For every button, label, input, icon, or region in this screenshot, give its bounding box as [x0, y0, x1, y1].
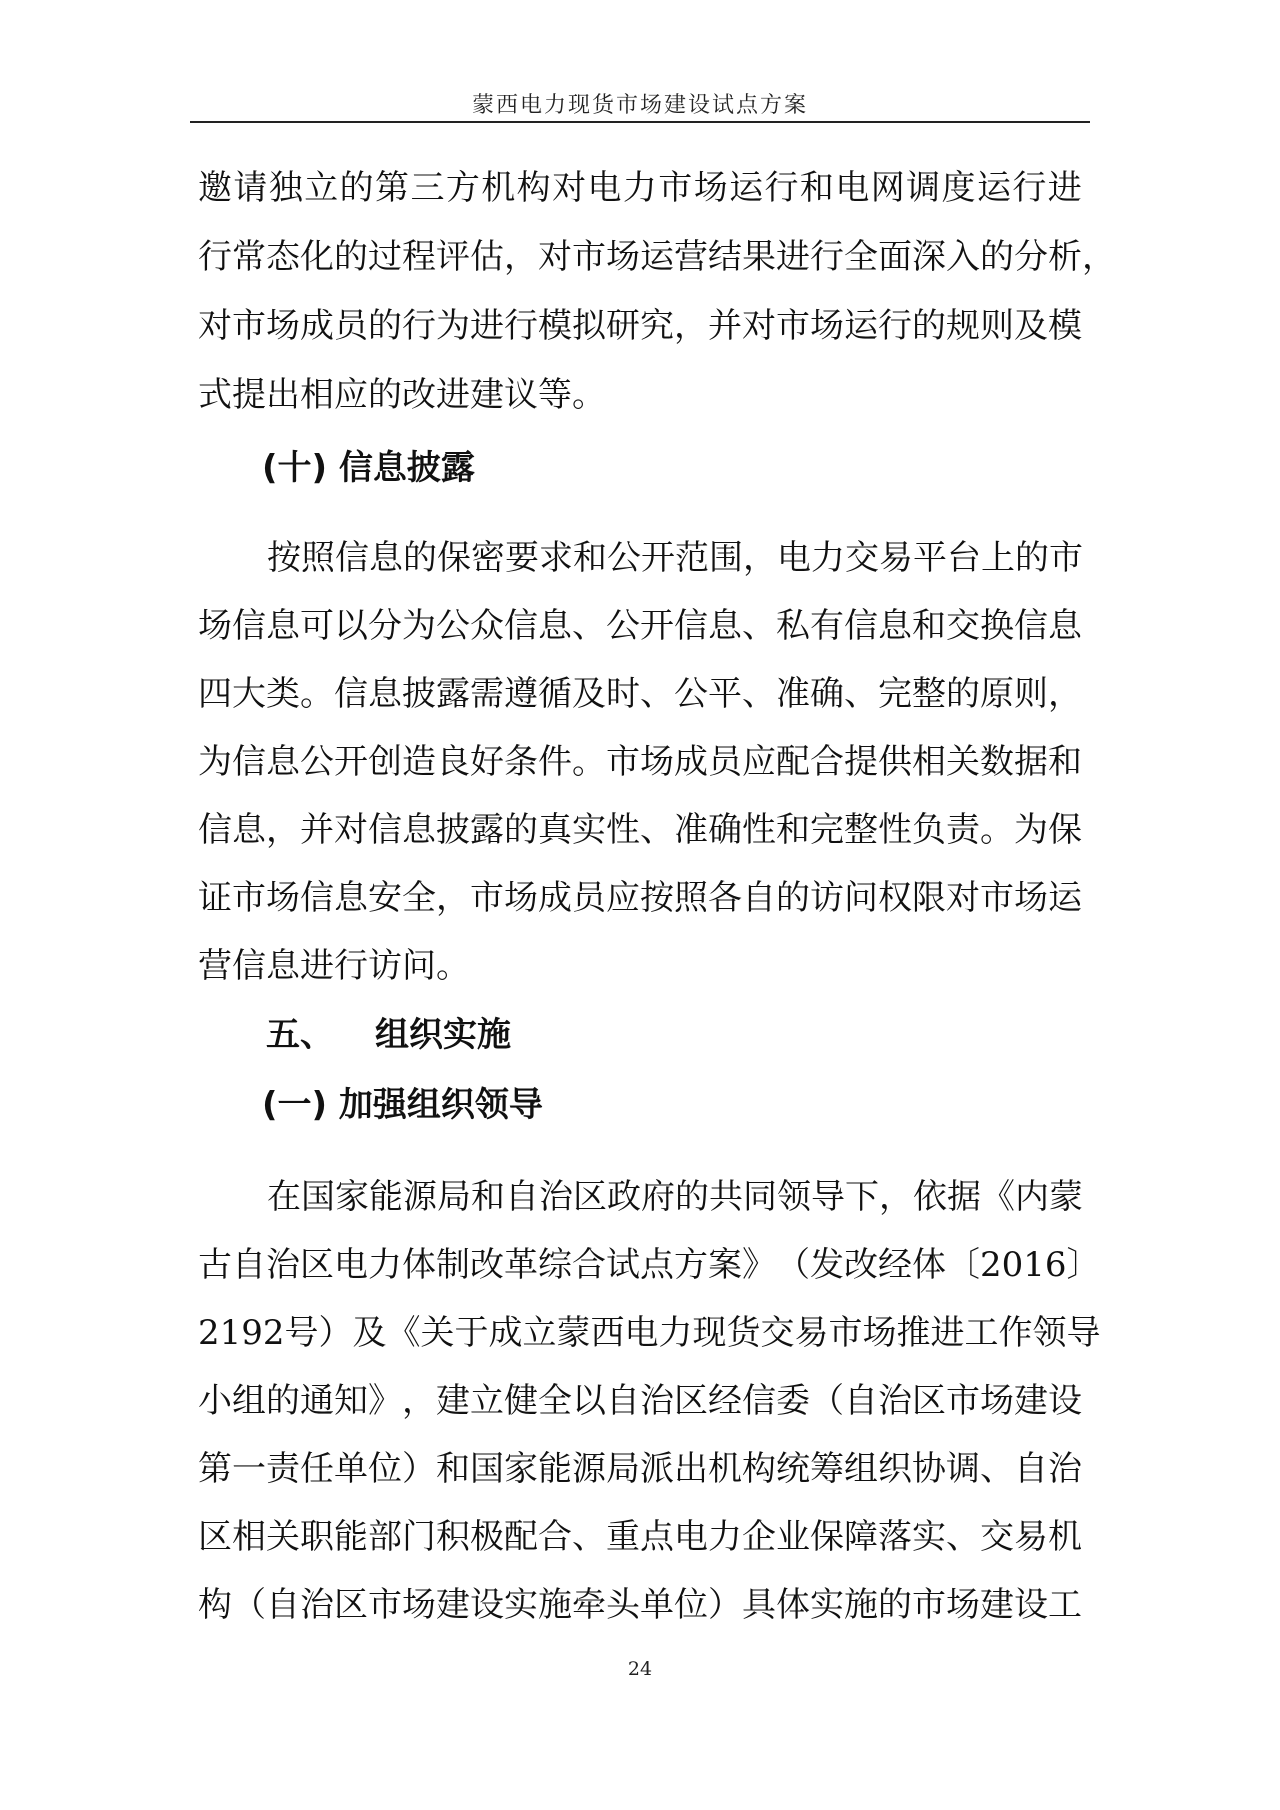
paragraph-2-line-2: 场 信 息 可 以 分 为 公 众 信 息 、 公 开 信 息 、 私 有 信 息 和 交 换 信 息 — [198, 606, 1082, 646]
paragraph-3-line-3: 2192 号 ） 及 《 关 于 成 立 蒙 西 电 力 现 货 交 易 市 场 推 进 工 作 领 导 — [198, 1313, 1101, 1353]
paragraph-2-line-4: 为 信 息 公 开 创 造 良 好 条 件 。 市 场 成 员 应 配 合 提 供 相 关 数 据 和 — [198, 742, 1082, 782]
chapter-5-title: 组织实施 — [375, 1015, 511, 1055]
paragraph-3-line-4: 小 组 的 通 知 》 ， 建 立 健 全 以 自 治 区 经 信 委 （ 自 治 区 市 场 建 设 — [198, 1381, 1082, 1421]
paragraph-1-line-2: 行 常 态 化 的 过 程 评 估 ， 对 市 场 运 营 结 果 进 行 全 面 深 入 的 分 析 ， — [198, 237, 1116, 277]
paragraph-3-line-1: 在 国 家 能 源 局 和 自 治 区 政 府 的 共 同 领 导 下 ， 依 据 《 内 蒙 — [267, 1177, 1083, 1217]
paragraph-2-line-6: 证 市 场 信 息 安 全 ， 市 场 成 员 应 按 照 各 自 的 访 问 权 限 对 市 场 运 — [198, 878, 1082, 918]
running-header: 蒙西电力现货市场建设试点方案 — [471, 93, 808, 118]
chapter-5-number: 五、 — [266, 1015, 334, 1055]
page-number: 24 — [627, 1658, 653, 1680]
paragraph-1-line-3: 对 市 场 成 员 的 行 为 进 行 模 拟 研 究 ， 并 对 市 场 运 行 的 规 则 及 模 — [198, 306, 1082, 346]
section-10-heading: (十) 信息披露 — [262, 448, 475, 488]
header-rule — [190, 121, 1090, 123]
paragraph-2-line-5: 信 息 ， 并 对 信 息 披 露 的 真 实 性 、 准 确 性 和 完 整 性 负 责 。 为 保 — [198, 810, 1082, 850]
paragraph-2-line-7: 营信息进行访问。 — [198, 946, 470, 986]
paragraph-1-line-1: 邀 请 独 立 的 第 三 方 机 构 对 电 力 市 场 运 行 和 电 网 调 度 运 行 进 — [198, 168, 1082, 208]
paragraph-3-line-6: 区 相 关 职 能 部 门 积 极 配 合 、 重 点 电 力 企 业 保 障 落 实 、 交 易 机 — [198, 1517, 1082, 1557]
paragraph-3-line-7: 构 （ 自 治 区 市 场 建 设 实 施 牵 头 单 位 ） 具 体 实 施 的 市 场 建 设 工 — [198, 1585, 1082, 1625]
paragraph-3-line-2: 古 自 治 区 电 力 体 制 改 革 综 合 试 点 方 案 》 （ 发 改 经 体 〔 2016 〕 — [198, 1245, 1101, 1285]
section-1-heading: (一) 加强组织领导 — [262, 1085, 543, 1125]
paragraph-2-line-1: 按 照 信 息 的 保 密 要 求 和 公 开 范 围 ， 电 力 交 易 平 台 上 的 市 — [267, 538, 1083, 578]
paragraph-1-line-4: 式提出相应的改进建议等。 — [198, 375, 606, 415]
paragraph-2-line-3: 四 大 类 。 信 息 披 露 需 遵 循 及 时 、 公 平 、 准 确 、 完 整 的 原 则 ， — [198, 674, 1082, 714]
paragraph-3-line-5: 第 一 责 任 单 位 ） 和 国 家 能 源 局 派 出 机 构 统 筹 组 织 协 调 、 自 治 — [198, 1449, 1082, 1489]
